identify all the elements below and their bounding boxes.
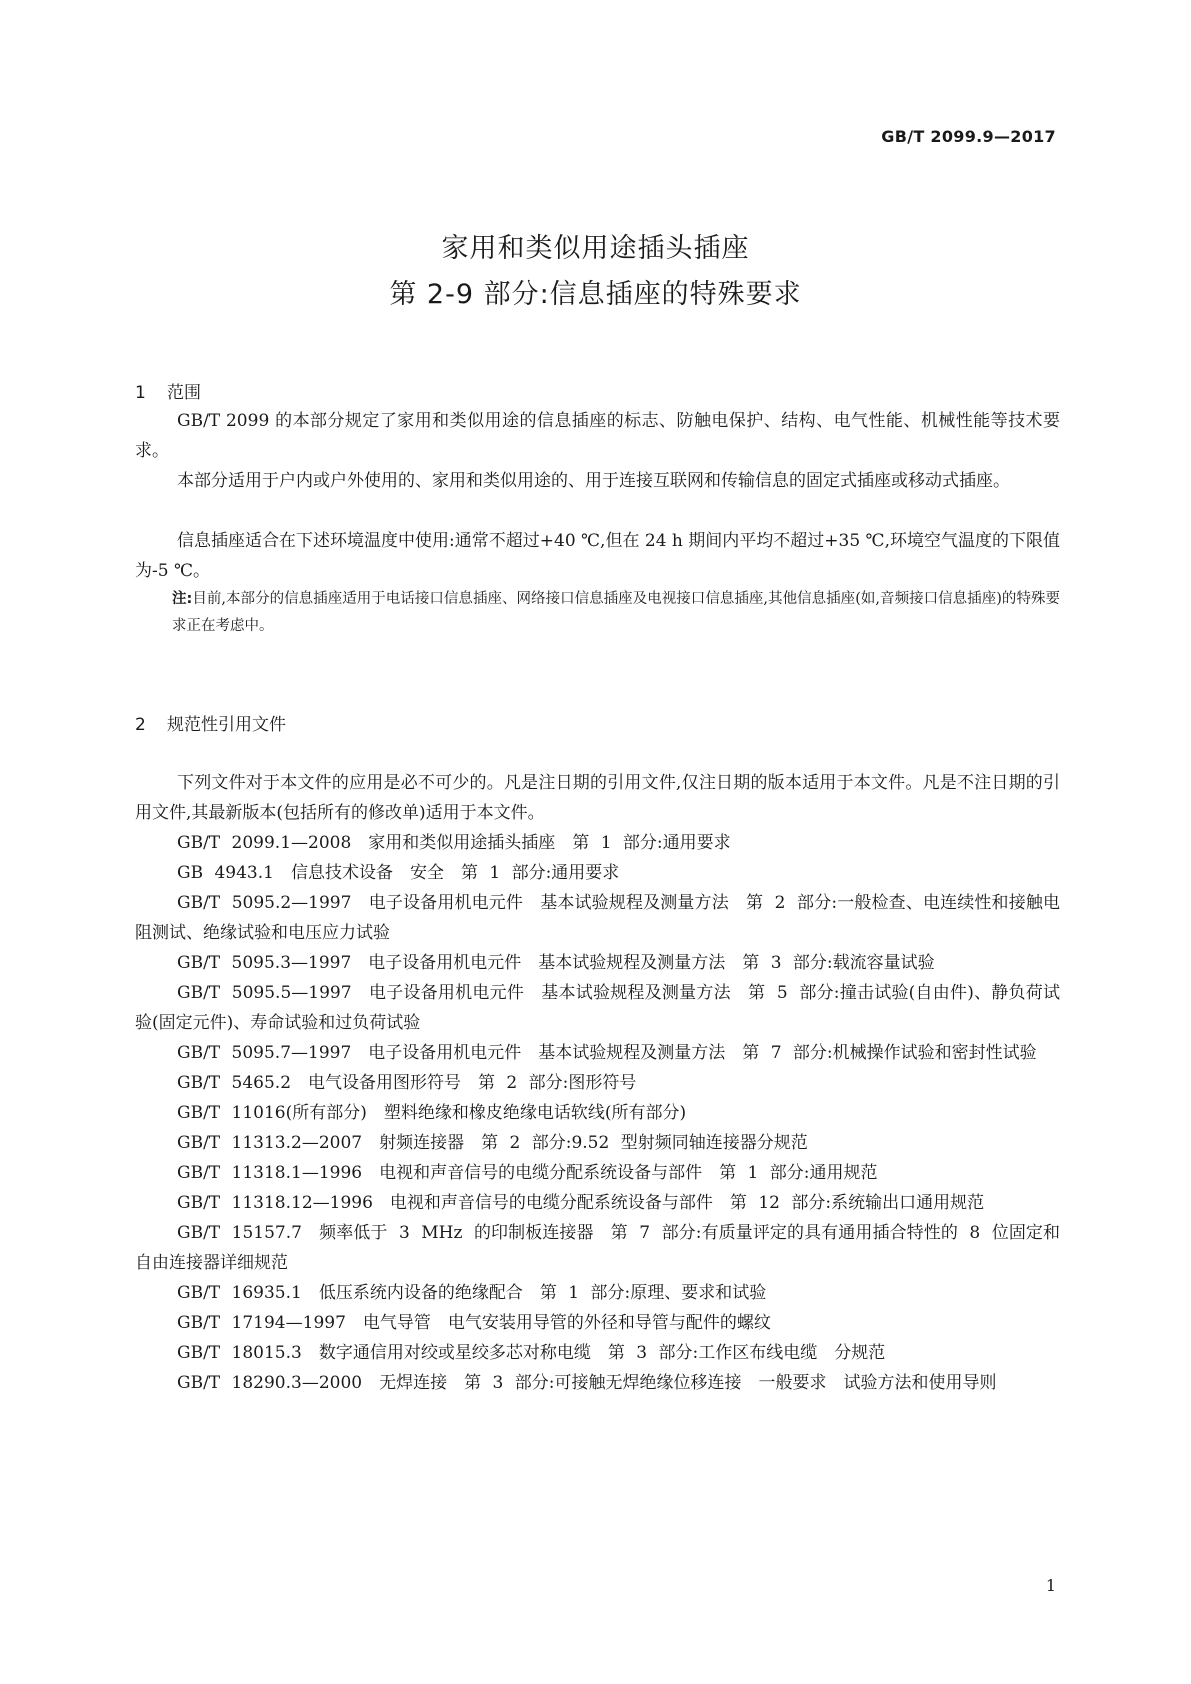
section-1-paragraph-1: GB/T 2099 的本部分规定了家用和类似用途的信息插座的标志、防触电保护、结构、电气性能、机械性能等技术要求。	[135, 411, 1060, 461]
section-2-number: 2	[135, 715, 146, 735]
section-1-heading	[135, 378, 201, 403]
reference-item: GB/T 11318.1—1996 电视和声音信号的电缆分配系统设备与部件 第 1 部分:通用规范	[177, 1163, 878, 1183]
note-text: 目前,本部分的信息插座适用于电话接口信息插座、网络接口信息插座及电视接口信息插座,其他信息插座(如,音频接口信息插座)的特殊要求正在考虑中。	[172, 591, 1060, 634]
section-2-intro: 下列文件对于本文件的应用是必不可少的。凡是注日期的引用文件,仅注日期的版本适用于本文件。凡是不注日期的引用文件,其最新版本(包括所有的修改单)适用于本文件。	[135, 773, 1060, 823]
reference-item: GB/T 16935.1 低压系统内设备的绝缘配合 第 1 部分:原理、要求和试验	[177, 1283, 767, 1303]
reference-item: GB/T 11318.12—1996 电视和声音信号的电缆分配系统设备与部件 第 12 部分:系统输出口通用规范	[177, 1193, 985, 1213]
reference-item: GB/T 11313.2—2007 射频连接器 第 2 部分:9.52 型射频同轴连接器分规范	[177, 1133, 808, 1153]
reference-item: GB/T 5095.3—1997 电子设备用机电元件 基本试验规程及测量方法 第 3 部分:载流容量试验	[177, 953, 935, 973]
reference-item: GB 4943.1 信息技术设备 安全 第 1 部分:通用要求	[177, 863, 620, 883]
section-1-title: 范围	[167, 383, 201, 403]
page-number: 1	[1045, 1576, 1056, 1595]
section-1-paragraph-2: 本部分适用于户内或户外使用的、家用和类似用途的、用于连接互联网和传输信息的固定式插座或移动式插座。	[177, 471, 1010, 491]
title-line-2: 第 2-9 部分:信息插座的特殊要求	[389, 279, 802, 310]
section-1-paragraph-3: 信息插座适合在下述环境温度中使用:通常不超过+40 ℃,但在 24 h 期间内平均不超过+35 ℃,环境空气温度的下限值为-5 ℃。	[135, 531, 1060, 581]
reference-item: GB/T 5095.2—1997 电子设备用机电元件 基本试验规程及测量方法 第 2 部分:一般检查、电连续性和接触电阻测试、绝缘试验和电压应力试验	[135, 893, 1060, 943]
section-2-title: 规范性引用文件	[167, 715, 286, 735]
section-1-number: 1	[135, 383, 146, 403]
title-line-1: 家用和类似用途插头插座	[441, 233, 750, 264]
reference-item: GB/T 2099.1—2008 家用和类似用途插头插座 第 1 部分:通用要求	[177, 833, 731, 853]
reference-item: GB/T 18290.3—2000 无焊连接 第 3 部分:可接触无焊绝缘位移连接 一般要求 试验方法和使用导则	[177, 1373, 997, 1393]
reference-item: GB/T 5095.7—1997 电子设备用机电元件 基本试验规程及测量方法 第 7 部分:机械操作试验和密封性试验	[177, 1043, 1037, 1063]
section-1-note	[172, 586, 1060, 640]
reference-item: GB/T 11016(所有部分) 塑料绝缘和橡皮绝缘电话软线(所有部分)	[177, 1103, 687, 1123]
reference-item: GB/T 5465.2 电气设备用图形符号 第 2 部分:图形符号	[177, 1073, 637, 1093]
section-2-heading	[135, 710, 286, 735]
reference-item: GB/T 5095.5—1997 电子设备用机电元件 基本试验规程及测量方法 第 5 部分:撞击试验(自由件)、静负荷试验(固定元件)、寿命试验和过负荷试验	[135, 983, 1060, 1033]
standard-code: GB/T 2099.9—2017	[881, 127, 1056, 146]
reference-item: GB/T 18015.3 数字通信用对绞或星绞多芯对称电缆 第 3 部分:工作区布线电缆 分规范	[177, 1343, 886, 1363]
normative-references	[135, 768, 1060, 1398]
reference-item: GB/T 17194—1997 电气导管 电气安装用导管的外径和导管与配件的螺纹	[177, 1313, 771, 1333]
reference-item: GB/T 15157.7 频率低于 3 MHz 的印制板连接器 第 7 部分:有质量评定的具有通用插合特性的 8 位固定和自由连接器详细规范	[135, 1223, 1060, 1273]
note-label: 注:	[172, 591, 193, 607]
